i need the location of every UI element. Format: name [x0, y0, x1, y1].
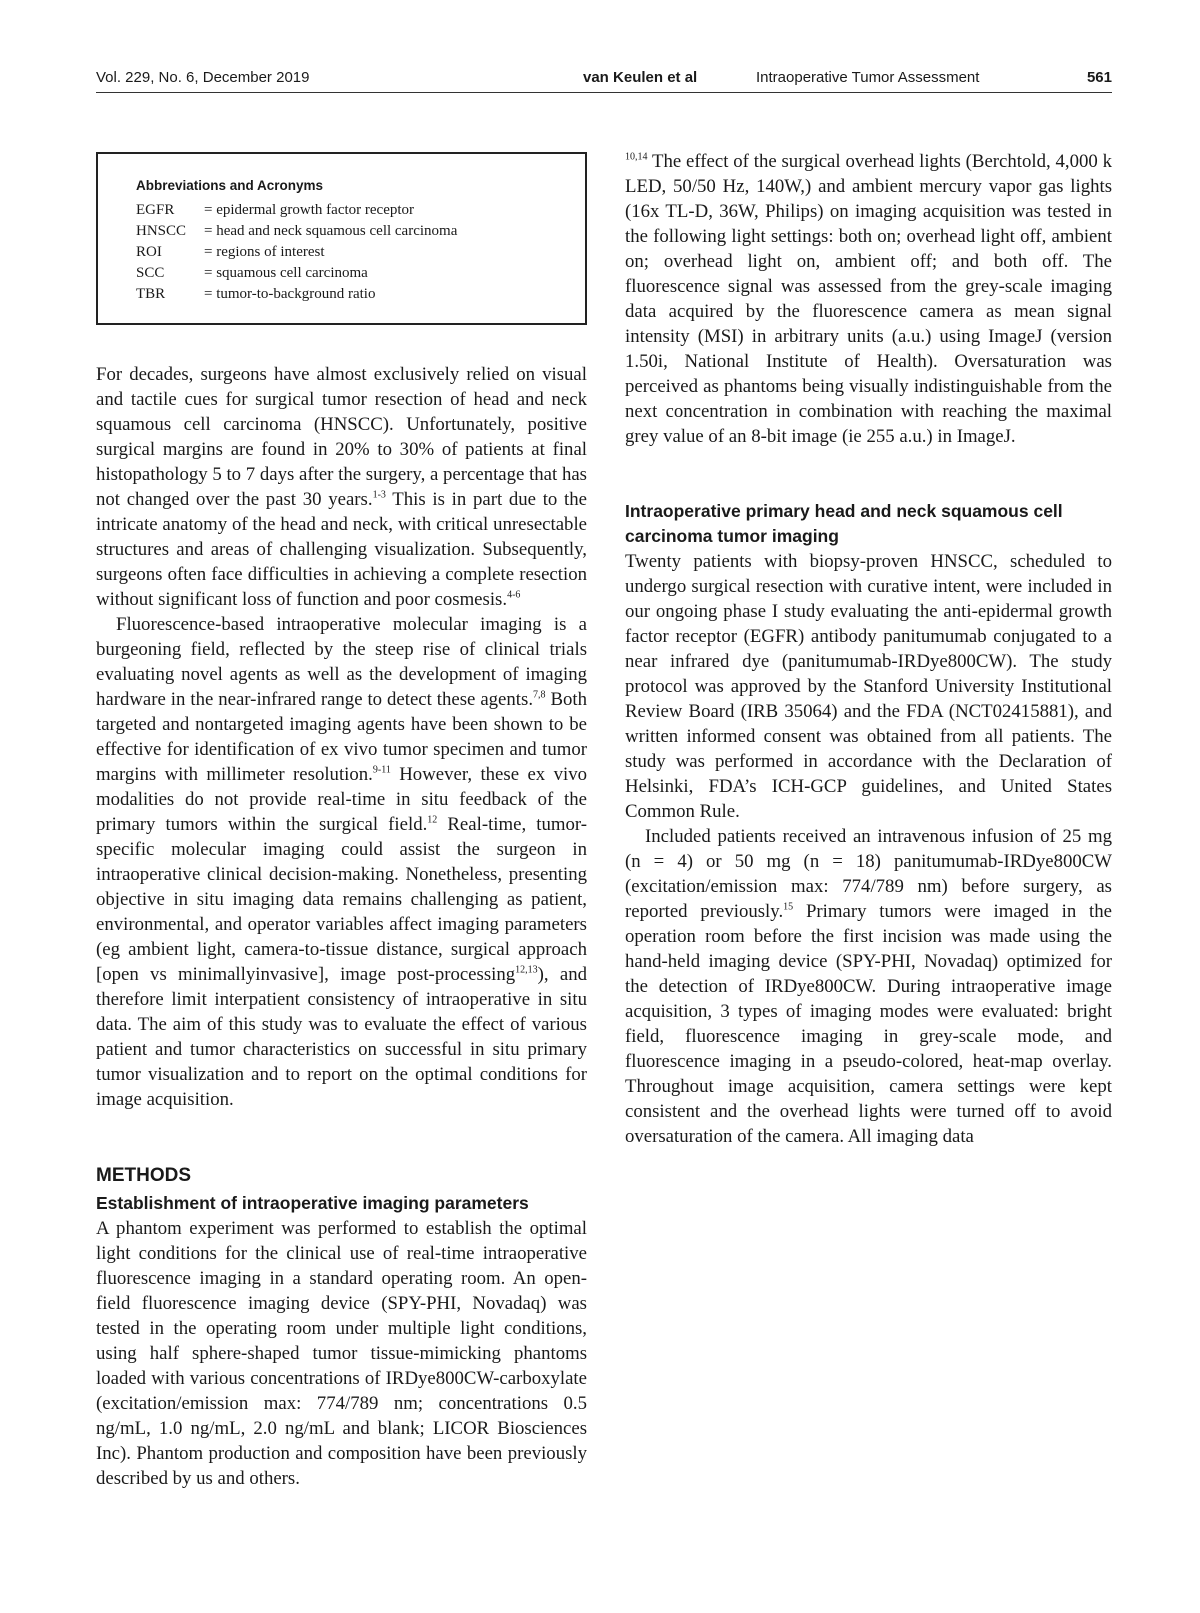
- abbreviation-row: [136, 284, 585, 305]
- intro-p2-text-c: However, these ex vivo modalities do not provide real-time in situ feedback of the primary tumors within the surgical field.: [96, 764, 587, 835]
- intro-p2-text-a: Fluorescence-based intraoperative molecular imaging is a burgeoning field, reflected by the steep rise of clinical trials evaluating novel agents as well as the development of imaging hardware in the near-infrared range to detect these agents.: [96, 614, 587, 710]
- abbreviations-box: [96, 152, 587, 325]
- intro-p2-text-e: ), and therefore limit interpatient consistency of intraoperative in situ data. The aim of this study was to evaluate the effect of various patient and tumor characteristics on successful in situ primary tumor visualization and to report on the optimal conditions for image acquisition.: [96, 964, 587, 1110]
- methods-p1-text-b: The effect of the surgical overhead lights (Berchtold, 4,000 k LED, 50/50 Hz, 140W,) and ambient mercury vapor gas lights (16x TL-D, 36W, Philips) on imaging acquisition was tested in the following light settings: both on; overhead light off, ambient on; overhead light on, ambient off; and both off. The fluorescence signal was assessed from the grey-scale imaging data acquired by the fluorescence camera as mean signal intensity (MSI) in arbitrary units (a.u.) using ImageJ (version 1.50i, National Institute of Health). Oversaturation was perceived as phantoms being visually indistinguishable from the next concentration in combination with reaching the maximal grey value of an 8-bit image (ie 255 a.u.) in ImageJ.: [625, 151, 1112, 447]
- intro-p1-text-b: This is in part due to the intricate anatomy of the head and neck, with critical unresectable structures and areas of challenging visualization. Subsequently, surgeons often face difficulties in achieving a complete resection without significant loss of function and poor cosmesis.: [96, 489, 587, 610]
- abbreviation-term: SCC: [136, 265, 165, 281]
- abbreviation-term: ROI: [136, 244, 162, 260]
- methods-paragraph-2: Twenty patients with biopsy-proven HNSCC, scheduled to undergo surgical resection with curative intent, were included in our ongoing phase I study evaluating the anti-epidermal growth factor receptor (EGFR) antibody panitumumab conjugated to a near infrared dye (panitumumab-IRDye800CW). The study protocol was approved by the Stanford University Institutional Review Board (IRB 35064) and the FDA (NCT02415881), and written informed consent was obtained from all patients. The study was performed in accordance with the Declaration of Helsinki, FDA’s ICH-GCP guidelines, and United States Common Rule.: [625, 551, 1112, 822]
- abbreviation-term: EGFR: [136, 202, 175, 218]
- citation[interactable]: 15: [783, 901, 794, 913]
- header-running-title: Intraoperative Tumor Assessment: [756, 69, 980, 86]
- abbreviation-row: [136, 242, 585, 263]
- abbreviation-definition: = tumor-to-background ratio: [204, 286, 376, 302]
- intro-paragraph-1: [96, 362, 587, 612]
- methods-paragraph-1: [96, 1216, 587, 1491]
- abbreviation-definition: = epidermal growth factor receptor: [204, 202, 415, 218]
- right-column: [625, 149, 1112, 1149]
- intro-p2-text-d: Real-time, tumor-specific molecular imaging could assist the surgeon in intraoperative clinical decision-making. Nonetheless, presenting objective in situ imaging data remains challenging as patient, environmental, and operator variables affect imaging parameters (eg ambient light, camera-to-tissue distance, surgical approach [open vs minimallyinvasive], image post-processing: [96, 814, 587, 985]
- citation[interactable]: 12,13: [515, 964, 538, 976]
- abbreviation-definition: = squamous cell carcinoma: [204, 265, 368, 281]
- methods-p3-text-a: Included patients received an intravenous infusion of 25 mg (n = 4) or 50 mg (n = 18) panitumumab-IRDye800CW (excitation/emission max: 774/789 nm) before surgery, as reported previously.: [625, 826, 1112, 922]
- abbreviation-definition: = regions of interest: [204, 244, 325, 260]
- citation[interactable]: 9-11: [372, 764, 391, 776]
- running-header: [96, 66, 1112, 93]
- abbreviation-term: TBR: [136, 286, 166, 302]
- abbreviation-term: HNSCC: [136, 223, 187, 239]
- methods-paragraph-1-continued: [625, 149, 1112, 449]
- citation[interactable]: 10,14: [625, 151, 648, 163]
- methods-heading: METHODS: [96, 1165, 191, 1186]
- abbreviations-heading: Abbreviations and Acronyms: [136, 178, 324, 193]
- citation[interactable]: 12: [427, 814, 438, 826]
- page-number: 561: [1086, 69, 1112, 86]
- subsection-heading-tumor-imaging: Intraoperative primary head and neck squamous cell carcinoma tumor imaging: [625, 501, 1063, 546]
- methods-paragraph-3: [625, 824, 1112, 1149]
- abbreviation-row: [136, 221, 585, 242]
- intro-p2-text-b: Both targeted and nontargeted imaging agents have been shown to be effective for identification of ex vivo tumor specimen and tumor margins with millimeter resolution.: [96, 689, 587, 785]
- subsection-heading-imaging-parameters: Establishment of intraoperative imaging parameters: [96, 1193, 529, 1213]
- methods-p1-text-a: A phantom experiment was performed to establish the optimal light conditions for the clinical use of real-time intraoperative fluorescence imaging in a standard operating room. An open-field fluorescence imaging device (SPY-PHI, Novadaq) was tested in the operating room under multiple light conditions, using half sphere-shaped tumor tissue-mimicking phantoms loaded with various concentrations of IRDye800CW-carboxylate (excitation/emission max: 774/789 nm; concentrations 0.5 ng/mL, 1.0 ng/mL, 2.0 ng/mL and blank; LICOR Biosciences Inc). Phantom production and composition have been previously described by us and others.: [96, 1218, 587, 1489]
- citation[interactable]: 7,8: [533, 689, 546, 701]
- methods-p3-text-b: Primary tumors were imaged in the operation room before the first incision was made using the hand-held imaging device (SPY-PHI, Novadaq) optimized for the detection of IRDye800CW. During intraoperative image acquisition, 3 types of imaging modes were evaluated: bright field, fluorescence imaging in grey-scale mode, and fluorescence imaging in a pseudo-colored, heat-map overlay. Throughout image acquisition, camera settings were kept consistent and the overhead lights were turned off to avoid oversaturation of the camera. All imaging data: [625, 901, 1112, 1147]
- intro-p1-text: For decades, surgeons have almost exclusively relied on visual and tactile cues for surgical tumor resection of head and neck squamous cell carcinoma (HNSCC). Unfortunately, positive surgical margins are found in 20% to 30% of patients at final histopathology 5 to 7 days after the surgery, a percentage that has not changed over the past 30 years.: [96, 364, 587, 510]
- abbreviation-row: [136, 200, 585, 221]
- citation[interactable]: 1-3: [372, 489, 386, 501]
- journal-volume: Vol. 229, No. 6, December 2019: [96, 69, 310, 86]
- intro-paragraph-2: [96, 612, 587, 1112]
- citation[interactable]: 4-6: [507, 589, 521, 601]
- left-column: [96, 362, 587, 1491]
- header-authors: van Keulen et al: [583, 69, 698, 86]
- abbreviation-definition: = head and neck squamous cell carcinoma: [204, 223, 458, 239]
- abbreviation-row: [136, 263, 585, 284]
